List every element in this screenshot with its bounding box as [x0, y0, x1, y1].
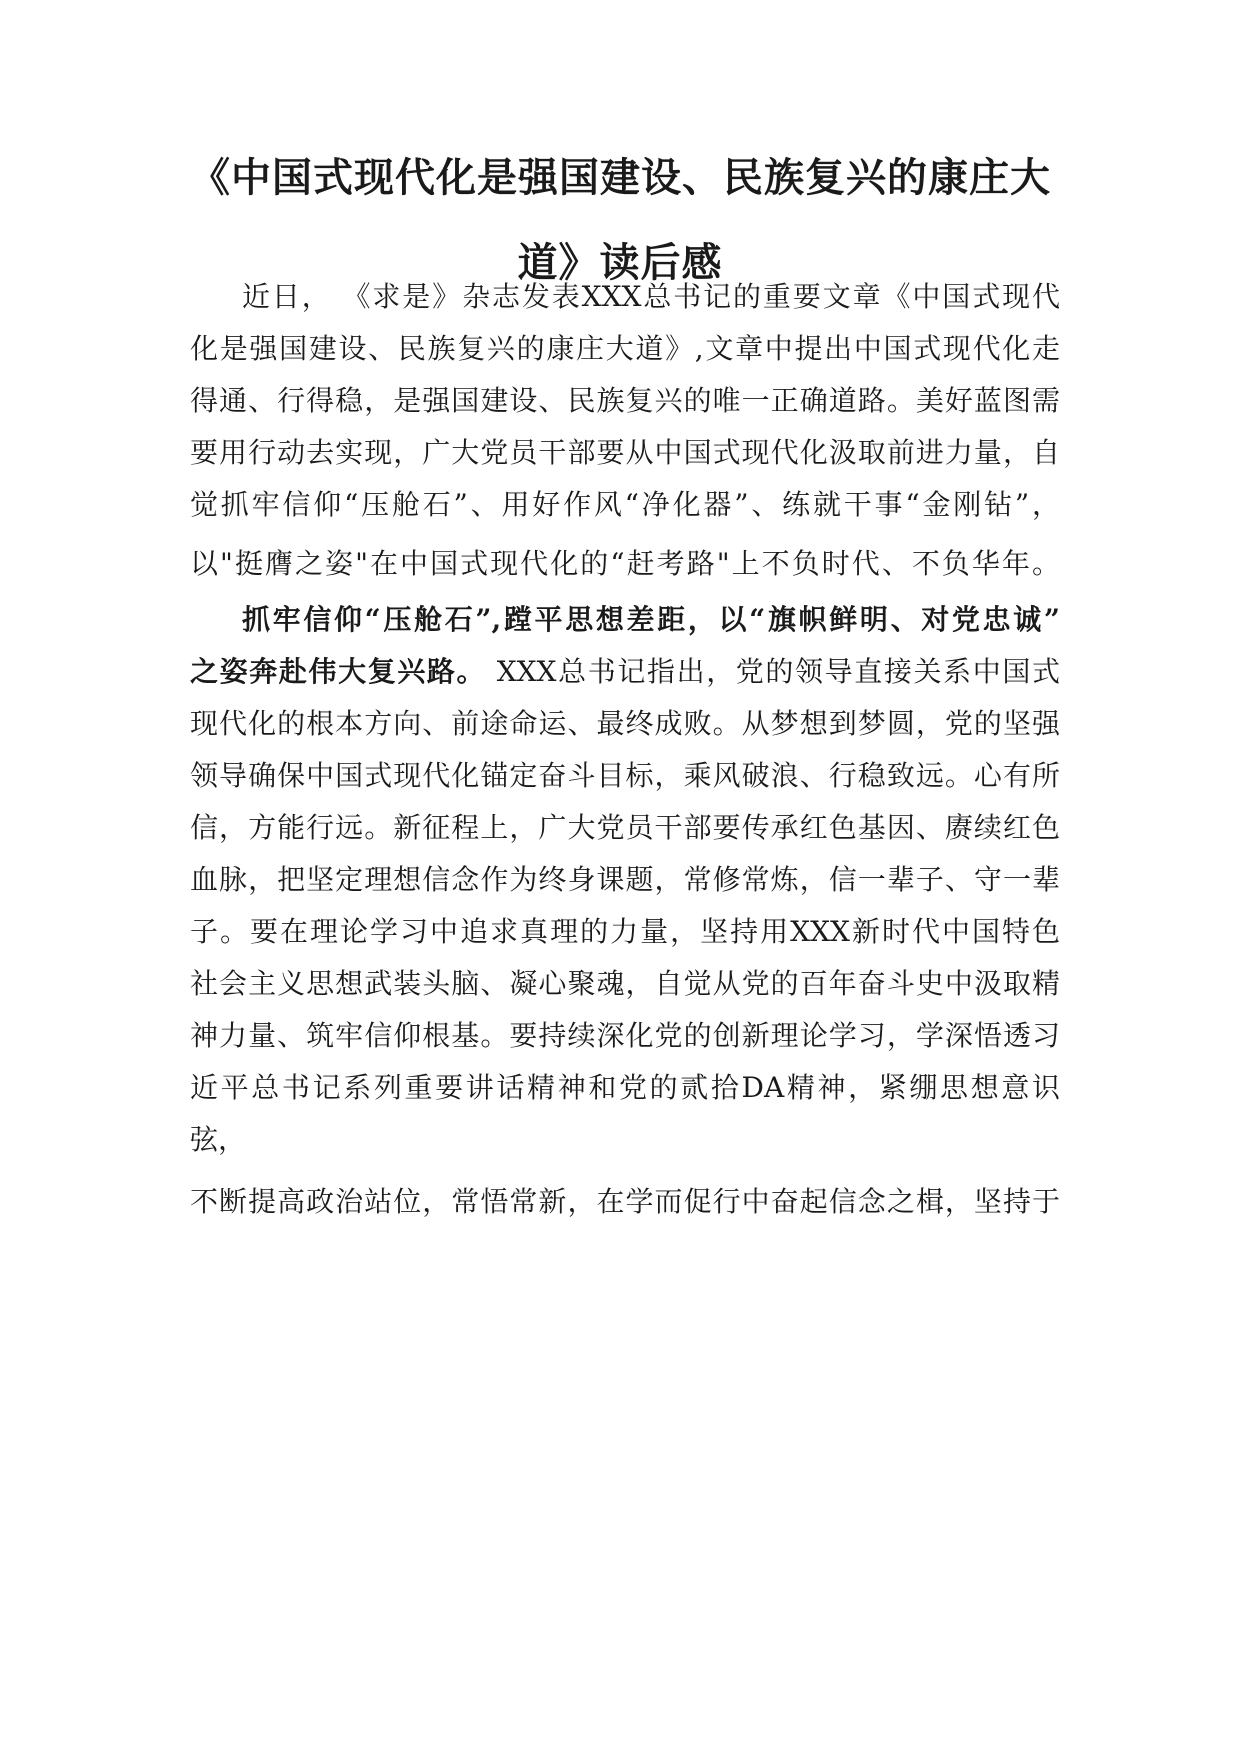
paragraph-2-heading-line-2: 之姿奔赴伟大复兴路。: [190, 655, 487, 688]
paragraph-2-line-6: 血脉，把坚定理想信念作为终身课题，常修常炼，信一辈子、守一辈: [190, 863, 1060, 896]
paragraph-2-line-9: 神力量、筑牢信仰根基。要持续深化党的创新理论学习，学深悟透习: [190, 1019, 1060, 1052]
paragraph-2-line-10: 近平总书记系列重要讲话精神和党的贰拾DA精神，紧绷思想意识: [190, 1071, 1060, 1104]
paragraph-1-line-4: 要用行动去实现，广大党员干部要从中国式现代化汲取前进力量，自: [190, 436, 1060, 469]
title-line-1: 《中国式现代化是强国建设、民族复兴的康庄大: [190, 154, 1051, 201]
paragraph-1-line-3: 得通、行得稳，是强国建设、民族复兴的唯一正确道路。美好蓝图需: [190, 384, 1060, 417]
paragraph-1-line-5: 觉抓牢信仰“压舱石”、用好作风“净化器”、练就干事“金刚钻”，: [190, 488, 1060, 521]
paragraph-2-line-7: 子。要在理论学习中追求真理的力量，坚持用XXX新时代中国特色: [190, 915, 1060, 948]
paragraph-2-line-8: 社会主义思想武装头脑、凝心聚魂，自觉从党的百年奋斗史中汲取精: [190, 967, 1060, 1000]
paragraph-1-line-2: 化是强国建设、民族复兴的康庄大道》,文章中提出中国式现代化走: [190, 332, 1060, 365]
title-line-2: 道》读后感: [517, 239, 723, 286]
paragraph-3-line-1: 不断提高政治站位，常悟常新，在学而促行中奋起信念之楫，坚持于: [190, 1185, 1060, 1218]
paragraph-1-line-6: 以"挺膺之姿"在中国式现代化的“赶考路"上不负时代、不负华年。: [190, 547, 1060, 580]
paragraph-2-line-2: [190, 655, 1060, 688]
paragraph-2-line-4: 领导确保中国式现代化锚定奋斗目标，乘风破浪、行稳致远。心有所: [190, 759, 1060, 792]
paragraph-1-line-1: 近日， 《求是》杂志发表XXX总书记的重要文章《中国式现代: [242, 280, 1060, 313]
paragraph-2-line-5: 信，方能行远。新征程上，广大党员干部要传承红色基因、赓续红色: [190, 811, 1060, 844]
paragraph-2-line-2-text: XXX总书记指出，党的领导直接关系中国式: [486, 655, 1060, 688]
paragraph-2-line-3: 现代化的根本方向、前途命运、最终成败。从梦想到梦圆，党的坚强: [190, 707, 1060, 740]
paragraph-2-line-11: 弦，: [190, 1123, 247, 1156]
paragraph-2-heading-line-1: 抓牢信仰“压舱石”,蹚平思想差距，以“旗帜鲜明、对党忠诚”: [242, 603, 1060, 636]
